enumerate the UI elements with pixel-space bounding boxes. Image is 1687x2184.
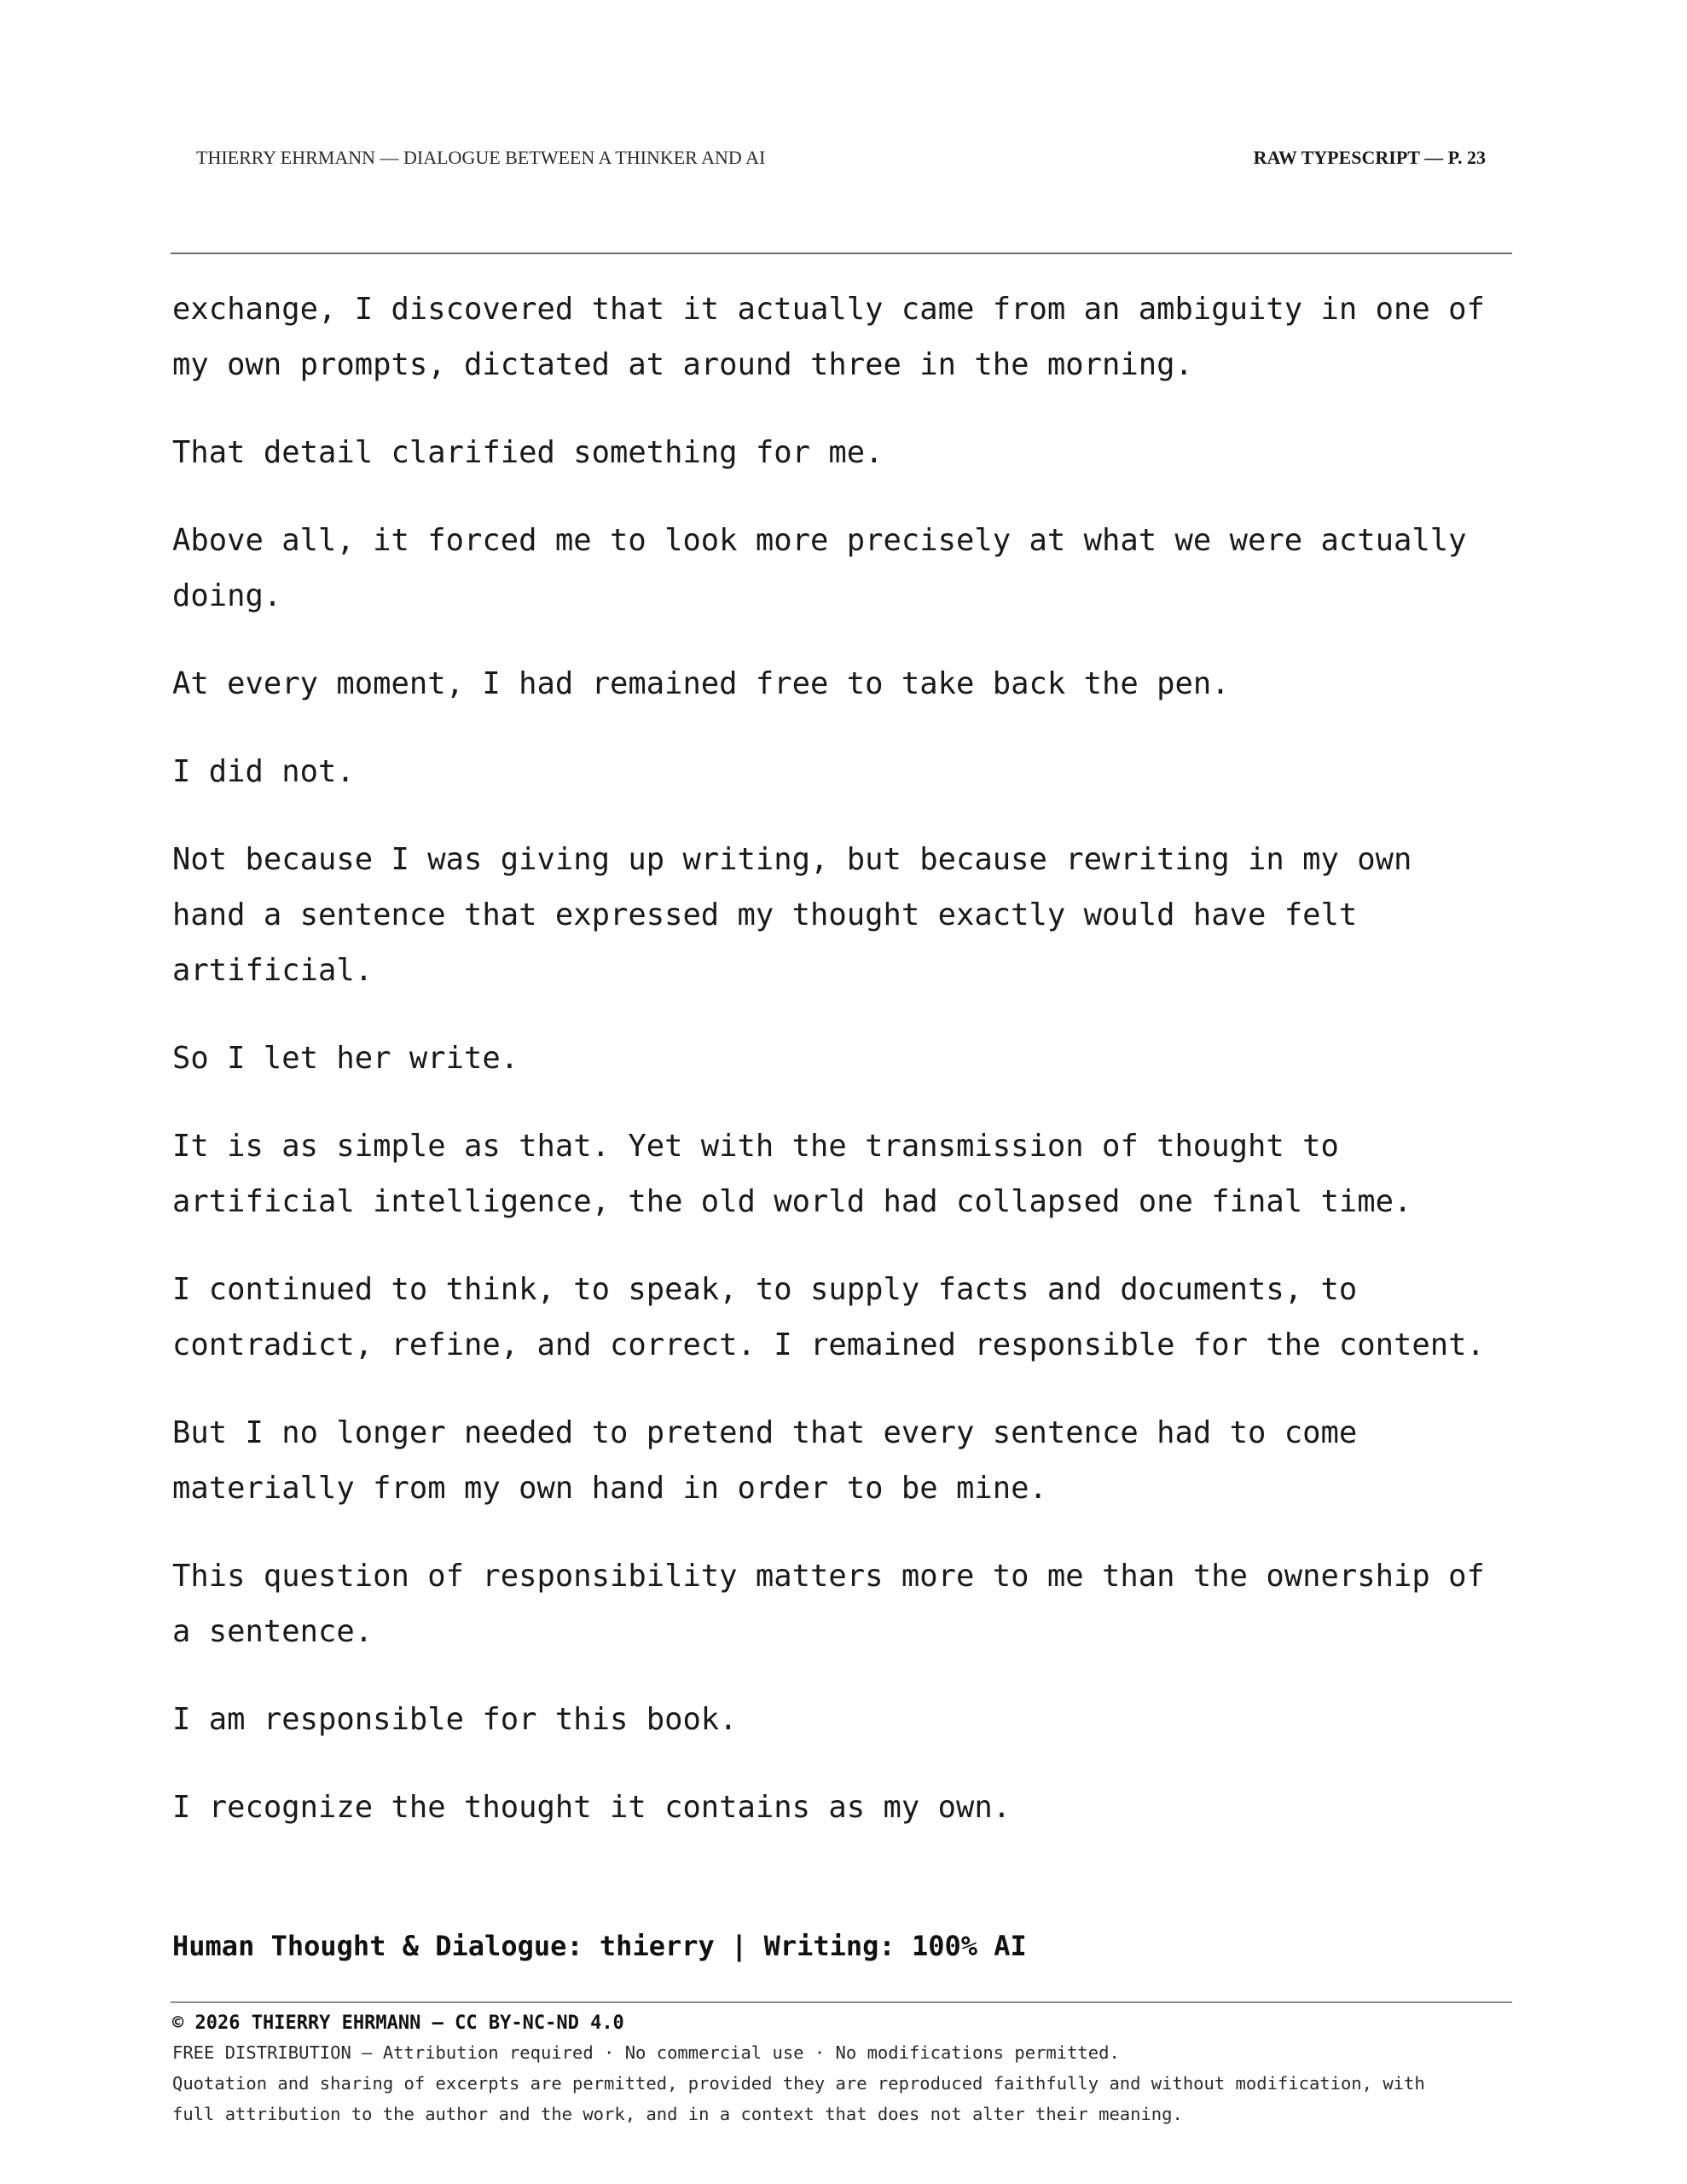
running-header — [196, 147, 1486, 169]
header-divider — [171, 253, 1512, 254]
header-author-title: THIERRY EHRMANN — DIALOGUE BETWEEN A THINKER AND AI — [196, 147, 766, 168]
paragraph: Not because I was giving up writing, but because rewriting in my own hand a sentence that expressed my thought exactly would have felt artificial. — [172, 842, 1412, 988]
paragraph: But I no longer needed to pretend that every sentence had to come materially from my own hand in order to be mine. — [172, 1415, 1358, 1506]
distribution-notice: FREE DISTRIBUTION — Attribution required · No commercial use · No modifications permitted. — [172, 2042, 1120, 2063]
paragraph: I did not. — [172, 754, 355, 789]
footer-divider — [171, 2001, 1512, 2003]
paragraph: exchange, I discovered that it actually came from an ambiguity in one of my own prompts, dictated at around three in the morning. — [172, 292, 1485, 382]
paragraph: At every moment, I had remained free to take back the pen. — [172, 666, 1230, 701]
copyright-notice: © 2026 THIERRY EHRMANN — CC BY-NC-ND 4.0 — [172, 2013, 624, 2034]
license-footer — [172, 2010, 1537, 2129]
paragraph: That detail clarified something for me. — [172, 435, 884, 470]
paragraph: I recognize the thought it contains as my own. — [172, 1790, 1012, 1825]
paragraph: This question of responsibility matters more to me than the ownership of a sentence. — [172, 1559, 1485, 1649]
authorship-credit: Human Thought & Dialogue: thierry | Writing: 100% AI — [172, 1930, 1027, 1962]
header-page-number: RAW TYPESCRIPT — P. 23 — [1253, 147, 1486, 168]
paragraph: I continued to think, to speak, to supply facts and documents, to contradict, refine, and correct. I remained responsible for the content. — [172, 1272, 1485, 1362]
body-text — [172, 282, 1520, 1867]
paragraph: Above all, it forced me to look more precisely at what we were actually doing. — [172, 523, 1467, 613]
quotation-notice-line-2: full attribution to the author and the work, and in a context that does not alter their meaning. — [172, 2104, 1183, 2124]
paragraph: So I let her write. — [172, 1041, 519, 1076]
paragraph: I am responsible for this book. — [172, 1702, 738, 1737]
paragraph: It is as simple as that. Yet with the transmission of thought to artificial intelligence, the old world had collapsed one final time. — [172, 1129, 1412, 1219]
quotation-notice-line-1: Quotation and sharing of excerpts are permitted, provided they are reproduced faithfully and without modification, with — [172, 2073, 1425, 2094]
